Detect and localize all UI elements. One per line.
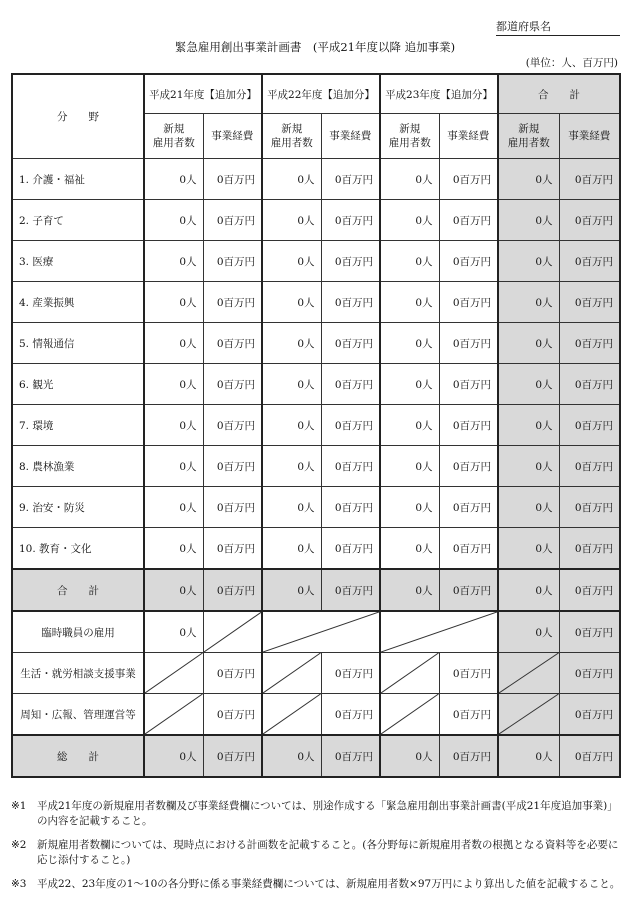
table-row: [12, 611, 620, 653]
subheader-new-hires-line1: 新規: [399, 123, 421, 135]
diagonal-line: [499, 653, 559, 693]
new-hires-cell[interactable]: 0人: [380, 200, 439, 241]
not-applicable-cell: [144, 694, 203, 736]
cost-cell[interactable]: 0百万円: [321, 282, 380, 323]
new-hires-cell[interactable]: 0人: [498, 569, 559, 611]
diagonal-line: [145, 694, 203, 734]
cost-cell[interactable]: 0百万円: [203, 159, 262, 200]
cost-cell[interactable]: 0百万円: [439, 569, 498, 611]
new-hires-cell[interactable]: 0人: [262, 405, 321, 446]
new-hires-cell[interactable]: 0人: [380, 735, 439, 777]
new-hires-cell[interactable]: 0人: [144, 487, 203, 528]
cost-cell[interactable]: 0百万円: [559, 323, 620, 364]
cost-cell[interactable]: 0百万円: [439, 159, 498, 200]
cost-cell[interactable]: 0百万円: [559, 735, 620, 777]
total-header: 合 計: [498, 74, 620, 114]
new-hires-cell[interactable]: 0人: [498, 364, 559, 405]
new-hires-cell[interactable]: 0人: [380, 528, 439, 570]
new-hires-cell[interactable]: 0人: [380, 487, 439, 528]
not-applicable-cell: [144, 653, 203, 694]
grand-total-row: [12, 735, 620, 777]
cost-cell[interactable]: 0百万円: [559, 569, 620, 611]
diagonal-line: [499, 694, 559, 734]
note-text: 平成21年度の新規雇用者数欄及び事業経費欄については、別途作成する「緊急雇用創出事業計画書(平成21年度追加事業)」の内容を記載すること。: [37, 800, 618, 827]
cost-cell[interactable]: 0百万円: [321, 528, 380, 570]
category-label: 4. 産業振興: [12, 282, 144, 323]
cost-cell[interactable]: 0百万円: [559, 405, 620, 446]
cost-cell[interactable]: 0百万円: [321, 487, 380, 528]
not-applicable-cell: [498, 653, 559, 694]
cost-cell[interactable]: 0百万円: [439, 694, 498, 736]
subheader-new-hires: [262, 114, 321, 159]
new-hires-cell[interactable]: 0人: [380, 323, 439, 364]
cost-cell[interactable]: 0百万円: [559, 159, 620, 200]
cost-cell[interactable]: 0百万円: [203, 282, 262, 323]
cost-cell[interactable]: 0百万円: [203, 200, 262, 241]
category-label: 9. 治安・防災: [12, 487, 144, 528]
cost-cell[interactable]: 0百万円: [559, 694, 620, 736]
table-row: [12, 405, 620, 446]
category-label: 8. 農林漁業: [12, 446, 144, 487]
prefecture-name-field[interactable]: 都道府県名: [496, 20, 620, 36]
new-hires-cell[interactable]: 0人: [380, 364, 439, 405]
cost-cell[interactable]: 0百万円: [559, 364, 620, 405]
table-row: [12, 323, 620, 364]
new-hires-cell[interactable]: 0人: [498, 611, 559, 653]
new-hires-cell[interactable]: 0人: [262, 323, 321, 364]
subtotal-row: [12, 569, 620, 611]
not-applicable-cell: [498, 694, 559, 736]
cost-cell[interactable]: 0百万円: [559, 611, 620, 653]
cost-cell[interactable]: 0百万円: [439, 653, 498, 694]
cost-cell[interactable]: 0百万円: [439, 282, 498, 323]
extra-row-label: 周知・広報、管理運営等: [12, 694, 144, 736]
category-label: 3. 医療: [12, 241, 144, 282]
cost-cell[interactable]: 0百万円: [439, 446, 498, 487]
category-label: 5. 情報通信: [12, 323, 144, 364]
year-header-h22: 平成22年度【追加分】: [262, 74, 380, 114]
cost-cell[interactable]: 0百万円: [321, 241, 380, 282]
unit-label: (単位：人、百万円): [525, 57, 618, 69]
subheader-new-hires: [144, 114, 203, 159]
subheader-cost: 事業経費: [321, 114, 380, 159]
subheader-new-hires-line2: 雇用者数: [270, 137, 313, 149]
category-label: 7. 環境: [12, 405, 144, 446]
subheader-new-hires-line2: 雇用者数: [388, 137, 431, 149]
cost-cell[interactable]: 0百万円: [203, 405, 262, 446]
category-label: 1. 介護・福祉: [12, 159, 144, 200]
table-row: [12, 487, 620, 528]
cost-cell[interactable]: 0百万円: [439, 405, 498, 446]
cost-cell[interactable]: 0百万円: [559, 528, 620, 570]
new-hires-cell[interactable]: 0人: [498, 735, 559, 777]
table-row: [12, 694, 620, 736]
cost-cell[interactable]: 0百万円: [203, 569, 262, 611]
cost-cell[interactable]: 0百万円: [203, 323, 262, 364]
subheader-new-hires-line1: 新規: [518, 123, 540, 135]
cost-cell[interactable]: 0百万円: [203, 735, 262, 777]
subheader-cost: 事業経費: [203, 114, 262, 159]
table-row: [12, 200, 620, 241]
new-hires-cell[interactable]: 0人: [144, 323, 203, 364]
cost-cell[interactable]: 0百万円: [203, 487, 262, 528]
cost-cell[interactable]: 0百万円: [439, 200, 498, 241]
cost-cell[interactable]: 0百万円: [203, 241, 262, 282]
cost-cell[interactable]: 0百万円: [439, 364, 498, 405]
cost-cell[interactable]: 0百万円: [439, 487, 498, 528]
diagonal-line: [204, 612, 262, 652]
new-hires-cell[interactable]: 0人: [380, 241, 439, 282]
new-hires-cell[interactable]: 0人: [144, 200, 203, 241]
new-hires-cell[interactable]: 0人: [498, 159, 559, 200]
new-hires-cell[interactable]: 0人: [498, 241, 559, 282]
new-hires-cell[interactable]: 0人: [144, 446, 203, 487]
table-row: [12, 528, 620, 570]
new-hires-cell[interactable]: 0人: [262, 487, 321, 528]
cost-cell[interactable]: 0百万円: [321, 735, 380, 777]
new-hires-cell[interactable]: 0人: [262, 241, 321, 282]
subheader-new-hires: [498, 114, 559, 159]
new-hires-cell[interactable]: 0人: [144, 159, 203, 200]
grand-total-label: 総 計: [12, 735, 144, 777]
new-hires-cell[interactable]: 0人: [144, 569, 203, 611]
new-hires-cell[interactable]: 0人: [262, 364, 321, 405]
subheader-cost: 事業経費: [559, 114, 620, 159]
note-1: [11, 799, 621, 829]
new-hires-cell[interactable]: 0人: [380, 405, 439, 446]
table-row: [12, 282, 620, 323]
new-hires-cell[interactable]: 0人: [262, 282, 321, 323]
cost-cell[interactable]: 0百万円: [321, 405, 380, 446]
new-hires-cell[interactable]: 0人: [498, 282, 559, 323]
new-hires-cell[interactable]: 0人: [144, 528, 203, 570]
cost-cell[interactable]: 0百万円: [203, 694, 262, 736]
year-header-h21: 平成21年度【追加分】: [144, 74, 262, 114]
cost-cell[interactable]: 0百万円: [321, 364, 380, 405]
cost-cell[interactable]: 0百万円: [203, 364, 262, 405]
table-row: [12, 241, 620, 282]
subheader-cost: 事業経費: [439, 114, 498, 159]
cost-cell[interactable]: 0百万円: [439, 241, 498, 282]
cost-cell[interactable]: 0百万円: [203, 528, 262, 570]
subheader-new-hires: [380, 114, 439, 159]
note-text: 平成22、23年度の1～10の各分野に係る事業経費欄については、新規雇用者数×97万円により算出した値を記載すること。: [37, 878, 621, 890]
table-row: [12, 653, 620, 694]
table-row: [12, 159, 620, 200]
new-hires-cell[interactable]: 0人: [262, 159, 321, 200]
cost-cell[interactable]: 0百万円: [321, 446, 380, 487]
diagonal-line: [381, 653, 439, 693]
new-hires-cell[interactable]: 0人: [498, 405, 559, 446]
diagonal-line: [145, 653, 203, 693]
diagonal-line: [263, 694, 321, 734]
category-label: 6. 観光: [12, 364, 144, 405]
new-hires-cell[interactable]: 0人: [498, 487, 559, 528]
notes: [11, 799, 621, 901]
new-hires-cell[interactable]: 0人: [380, 282, 439, 323]
cost-cell[interactable]: 0百万円: [321, 694, 380, 736]
subheader-new-hires-line1: 新規: [281, 123, 303, 135]
subheader-new-hires-line1: 新規: [163, 123, 185, 135]
cost-cell[interactable]: 0百万円: [321, 159, 380, 200]
note-mark: ※2: [11, 839, 27, 851]
cost-cell[interactable]: 0百万円: [559, 487, 620, 528]
extra-row-label: 生活・就労相談支援事業: [12, 653, 144, 694]
diagonal-line: [263, 653, 321, 693]
note-mark: ※1: [11, 800, 27, 812]
extra-row-label: 臨時職員の雇用: [12, 611, 144, 653]
cost-cell[interactable]: 0百万円: [559, 653, 620, 694]
not-applicable-cell: [262, 611, 380, 653]
new-hires-cell[interactable]: 0人: [498, 323, 559, 364]
not-applicable-cell: [262, 653, 321, 694]
diagonal-line: [381, 612, 497, 652]
new-hires-cell[interactable]: 0人: [262, 446, 321, 487]
diagonal-line: [263, 612, 379, 652]
new-hires-cell[interactable]: 0人: [380, 159, 439, 200]
new-hires-cell[interactable]: 0人: [144, 735, 203, 777]
new-hires-cell[interactable]: 0人: [262, 735, 321, 777]
cost-cell[interactable]: 0百万円: [203, 653, 262, 694]
new-hires-cell[interactable]: 0人: [144, 405, 203, 446]
cost-cell[interactable]: 0百万円: [203, 446, 262, 487]
cost-cell[interactable]: 0百万円: [559, 282, 620, 323]
not-applicable-cell: [203, 611, 262, 653]
new-hires-cell[interactable]: 0人: [380, 569, 439, 611]
diagonal-line: [381, 694, 439, 734]
cost-cell[interactable]: 0百万円: [559, 241, 620, 282]
new-hires-cell[interactable]: 0人: [498, 200, 559, 241]
note-mark: ※3: [11, 878, 27, 890]
not-applicable-cell: [380, 653, 439, 694]
cost-cell[interactable]: 0百万円: [321, 569, 380, 611]
category-label: 2. 子育て: [12, 200, 144, 241]
document-title: 緊急雇用創出事業計画書 (平成21年度以降 追加事業): [174, 40, 456, 54]
cost-cell[interactable]: 0百万円: [321, 653, 380, 694]
note-text: 新規雇用者数欄については、現時点における計画数を記載すること。(各分野毎に新規雇用者数の根拠となる資料等を必要に応じ添付すること。): [37, 839, 619, 866]
not-applicable-cell: [380, 694, 439, 736]
note-3: [11, 877, 621, 892]
table-row: [12, 364, 620, 405]
category-label: 10. 教育・文化: [12, 528, 144, 570]
cost-cell[interactable]: 0百万円: [559, 200, 620, 241]
year-header-h23: 平成23年度【追加分】: [380, 74, 498, 114]
not-applicable-cell: [380, 611, 498, 653]
new-hires-cell[interactable]: 0人: [144, 364, 203, 405]
subtotal-label: 合 計: [12, 569, 144, 611]
new-hires-cell[interactable]: 0人: [262, 569, 321, 611]
cost-cell[interactable]: 0百万円: [439, 323, 498, 364]
new-hires-cell[interactable]: 0人: [380, 446, 439, 487]
cost-cell[interactable]: 0百万円: [559, 446, 620, 487]
plan-table: [11, 73, 621, 778]
note-2: [11, 838, 621, 868]
new-hires-cell[interactable]: 0人: [144, 282, 203, 323]
new-hires-cell[interactable]: 0人: [262, 200, 321, 241]
cost-cell[interactable]: 0百万円: [439, 528, 498, 570]
table-row: [12, 446, 620, 487]
cost-cell[interactable]: 0百万円: [321, 200, 380, 241]
new-hires-cell[interactable]: 0人: [498, 446, 559, 487]
new-hires-cell[interactable]: 0人: [144, 611, 203, 653]
cost-cell[interactable]: 0百万円: [321, 323, 380, 364]
cost-cell[interactable]: 0百万円: [439, 735, 498, 777]
subheader-new-hires-line2: 雇用者数: [152, 137, 195, 149]
new-hires-cell[interactable]: 0人: [498, 528, 559, 570]
new-hires-cell[interactable]: 0人: [144, 241, 203, 282]
subheader-new-hires-line2: 雇用者数: [507, 137, 550, 149]
category-header: 分 野: [12, 74, 144, 159]
not-applicable-cell: [262, 694, 321, 736]
new-hires-cell[interactable]: 0人: [262, 528, 321, 570]
